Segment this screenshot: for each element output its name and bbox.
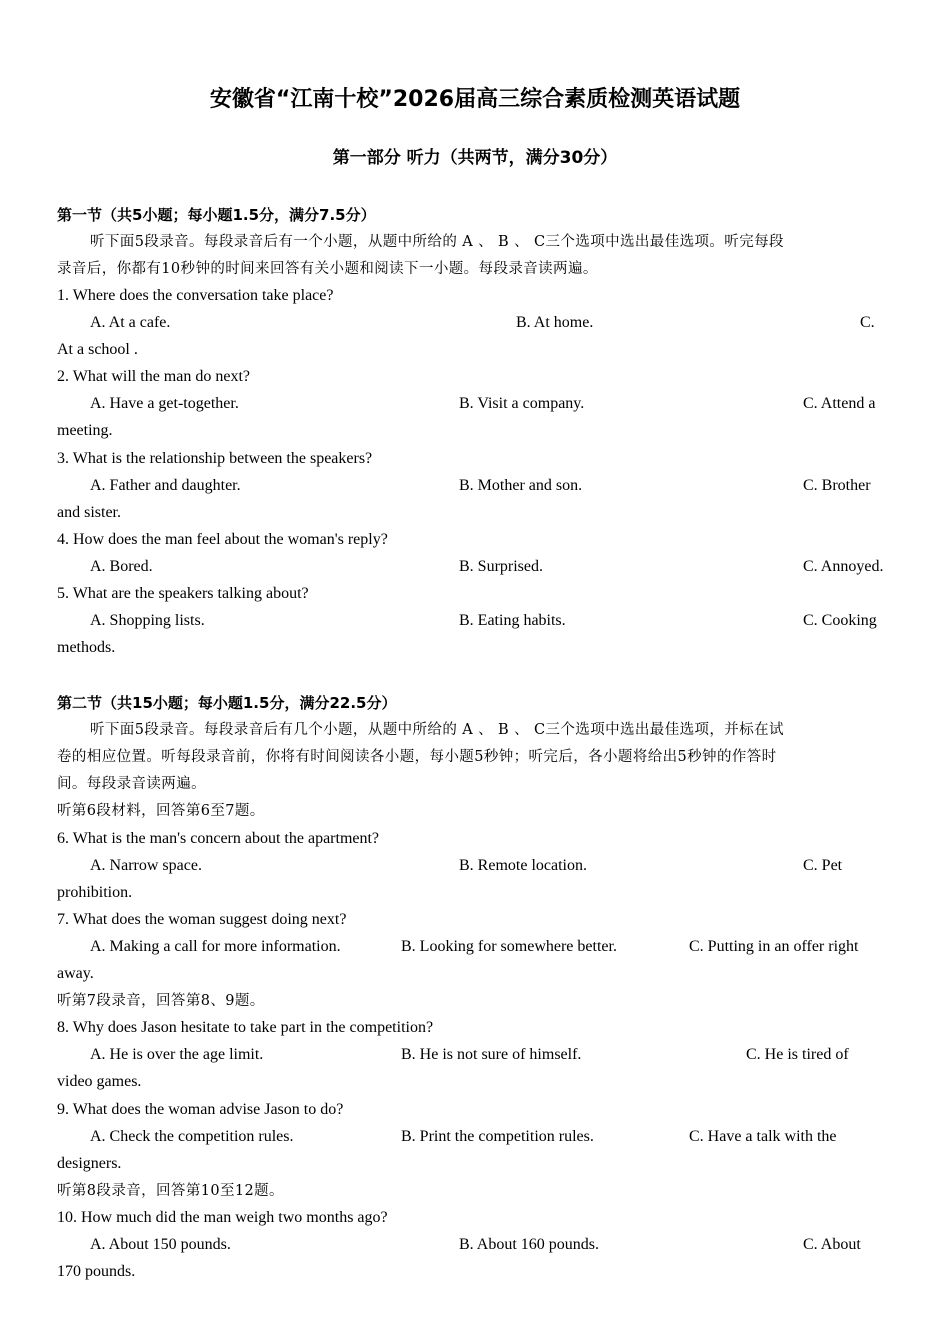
question-3-option-a: A. Father and daughter. [90,477,241,494]
question-8: 8. Why does Jason hesitate to take part in the competition? [57,1019,434,1036]
question-1-option-c-continued: At a school . [57,341,138,358]
section-two-instruction-line3: 间。每段录音读两遍。 [57,776,206,792]
question-2-option-a: A. Have a get-together. [90,395,239,412]
part-one-heading: 第一部分 听力（共两节，满分30分） [332,148,618,168]
section-two-instruction-line2: 卷的相应位置。听每段录音前，你将有时间阅读各小题，每小题5秒钟；听完后，各小题将给出5秒钟的作答时 [57,749,777,765]
passage-8-note: 听第8段录音，回答第10至12题。 [57,1183,284,1199]
question-5-option-a: A. Shopping lists. [90,612,205,629]
section-one-instruction-line1: 听下面5段录音。每段录音后有一个小题，从题中所给的 A 、 B 、 C三个选项中选出最佳选项。听完每段 [90,234,784,250]
question-3-option-c-continued: and sister. [57,504,121,521]
question-1-option-a: A. At a cafe. [90,314,171,331]
question-4-option-c: C. Annoyed. [803,558,884,575]
question-9-option-c: C. Have a talk with the [689,1128,837,1145]
question-6-option-b: B. Remote location. [459,857,587,874]
question-9-option-c-continued: designers. [57,1155,122,1172]
question-7-option-a: A. Making a call for more information. [90,938,341,955]
question-6-option-c: C. Pet [803,857,843,874]
question-5-option-b: B. Eating habits. [459,612,566,629]
question-10-option-c: C. About [803,1236,861,1253]
exam-title: 安徽省“江南十校”2026届高三综合素质检测英语试题 [209,87,741,112]
question-7: 7. What does the woman suggest doing next? [57,911,347,928]
section-two-heading: 第二节（共15小题；每小题1.5分，满分22.5分） [57,694,397,712]
question-8-option-a: A. He is over the age limit. [90,1046,264,1063]
question-2: 2. What will the man do next? [57,368,250,385]
question-5-option-c-continued: methods. [57,639,116,656]
question-10-option-b: B. About 160 pounds. [459,1236,600,1253]
question-10-option-c-continued: 170 pounds. [57,1263,136,1280]
passage-6-note: 听第6段材料，回答第6至7题。 [57,803,265,819]
question-10-option-a: A. About 150 pounds. [90,1236,231,1253]
question-6: 6. What is the man's concern about the apartment? [57,830,380,847]
question-10: 10. How much did the man weigh two months ago? [57,1209,388,1226]
question-9: 9. What does the woman advise Jason to do? [57,1101,344,1118]
question-2-option-b: B. Visit a company. [459,395,585,412]
section-one-heading: 第一节（共5小题；每小题1.5分，满分7.5分） [57,206,376,224]
question-8-option-c-continued: video games. [57,1073,142,1090]
question-2-option-c-continued: meeting. [57,422,113,439]
question-1-option-b: B. At home. [516,314,594,331]
question-5: 5. What are the speakers talking about? [57,585,309,602]
section-two-instruction-line1: 听下面5段录音。每段录音后有几个小题，从题中所给的 A 、 B 、 C三个选项中选出最佳选项，并标在试 [90,722,784,738]
question-3-option-c: C. Brother [803,477,871,494]
question-7-option-c-continued: away. [57,965,94,982]
question-8-option-b: B. He is not sure of himself. [401,1046,582,1063]
section-one-instruction-line2: 录音后，你都有10秒钟的时间来回答有关小题和阅读下一小题。每段录音读两遍。 [57,261,598,277]
question-1-option-c: C. [860,314,875,331]
question-9-option-b: B. Print the competition rules. [401,1128,594,1145]
question-7-option-b: B. Looking for somewhere better. [401,938,617,955]
question-9-option-a: A. Check the competition rules. [90,1128,294,1145]
passage-7-note: 听第7段录音，回答第8、9题。 [57,993,265,1009]
question-4: 4. How does the man feel about the woman's reply? [57,531,388,548]
question-2-option-c: C. Attend a [803,395,876,412]
question-4-option-a: A. Bored. [90,558,153,575]
question-3-option-b: B. Mother and son. [459,477,583,494]
question-6-option-a: A. Narrow space. [90,857,202,874]
question-4-option-b: B. Surprised. [459,558,543,575]
question-1: 1. Where does the conversation take place? [57,287,334,304]
question-8-option-c: C. He is tired of [746,1046,849,1063]
question-6-option-c-continued: prohibition. [57,884,133,901]
question-5-option-c: C. Cooking [803,612,877,629]
question-3: 3. What is the relationship between the speakers? [57,450,373,467]
question-7-option-c: C. Putting in an offer right [689,938,859,955]
